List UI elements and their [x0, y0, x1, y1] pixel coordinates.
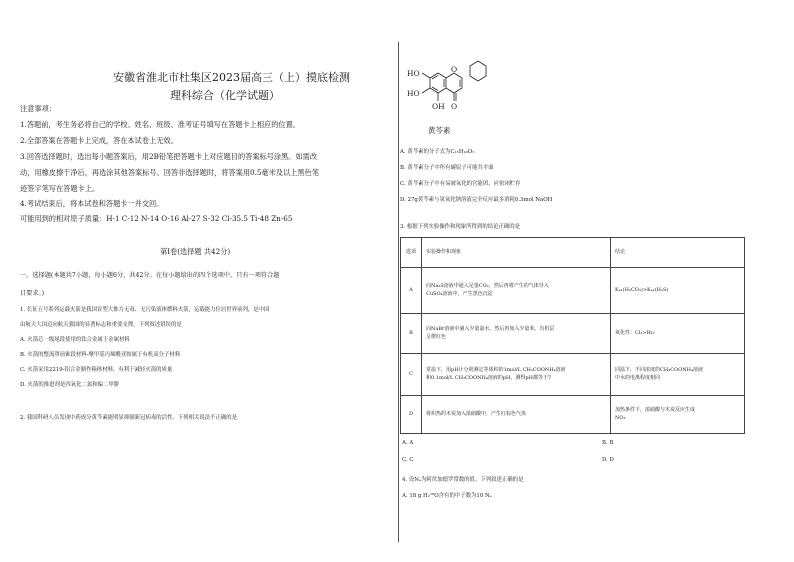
q2-option-d: D. 27g黄芩素与氢氧化钠溶液完全反应最多消耗0.3mol NaOH: [400, 197, 553, 203]
row-option: A: [401, 268, 422, 314]
notice-line: 2.全部答案在答题卡上完成，答在本试卷上无效。: [20, 136, 178, 145]
paper-subtitle: 理科综合（化学试题）: [170, 89, 280, 102]
notice-line: 3.回答选择题时，选出每小题答案后，用2B铅笔把答题卡上对应题目的答案标号涂黑。如需改: [20, 152, 318, 161]
section1-title: 第Ⅰ卷(选择题 共42分): [160, 247, 231, 256]
q1-option-a: A. 火箭芯一级尾段使用的钛合金属于金属材料: [20, 337, 130, 343]
table-row: [401, 268, 745, 314]
operation-line: 向NaBr溶液中滴入少量氯水，然后再加入少量苯，有机层: [426, 326, 555, 333]
header-conclusion: 结论: [611, 238, 745, 268]
section1-intro: 一、选择题(本题共7小题，每小题6分，共42分。在每小题给出的四个选项中，只有一项符合题: [20, 272, 280, 279]
operation-line: CuSO₄溶液中，产生黑色沉淀: [426, 290, 493, 297]
notice-line: 4.考试结束后，将本试卷和答题卡一并交回。: [20, 199, 164, 208]
conclusion-line: 中水的电离程度相同: [615, 374, 661, 381]
q3-answer-c: C. C: [402, 457, 414, 463]
q1-option-c: C. 火箭采用2219-铝合金制作箱体材料，有利于减轻火箭的质量: [20, 367, 173, 373]
conclusion-line: 加热条件下，浓硝酸与木炭反应生成: [615, 407, 696, 414]
carbonyl-o-label: O: [451, 102, 458, 111]
notice-heading: 注意事项：: [20, 104, 56, 113]
baicalein-name: 黄芩素: [428, 126, 451, 135]
q4-option-a: A. 18 g H₂¹⁸O含有的中子数为10 Nₐ: [402, 493, 492, 499]
row-option: B: [401, 314, 422, 354]
q2-stem: 2. 我国科研人员发现中药成分黄芩素能明显抑制新冠病毒的活性。下列相关说法不正确的是: [20, 415, 238, 421]
row-conclusion: [611, 354, 745, 396]
row-operation: [422, 354, 611, 396]
row-conclusion: [611, 268, 745, 314]
notice-line: 迹签字笔写在答题卡上。: [20, 184, 100, 193]
table-row: [401, 314, 745, 354]
conclusion-line: Kₐ₁(H₂CO₃)>Kₐ₁(H₂S): [615, 286, 669, 293]
q2-option-c: C. 黄芩素分子中有易被氧化的官能团，应密闭贮存: [400, 181, 521, 187]
section1-intro: 目要求。): [20, 290, 45, 297]
table-row: [401, 396, 745, 434]
table-row: [401, 354, 745, 396]
experiment-table: [400, 237, 745, 434]
operation-line: 向Na₂S溶液中通入足量CO₂，然后再将产生的气体导入: [426, 283, 549, 290]
operation-line: 常温下，用pH计分别测定等体积的1mol/L CH₃COONH₄溶液: [426, 367, 566, 374]
row-operation: [422, 396, 611, 434]
q3-answer-d: D. D: [602, 457, 614, 463]
table-header-row: [401, 238, 745, 268]
q1-option-d: D. 火箭的推进剂是四氧化二氮和偏二甲肼: [20, 382, 120, 388]
conclusion-line: 氧化性：Cl₂>Br₂: [615, 329, 655, 336]
q2-option-b: B. 黄芩素分子中所有碳原子可能共平面: [400, 165, 494, 171]
ho-top-label: HO: [407, 69, 420, 78]
operation-line: 和0.1mol/L CH₃COONH₄溶液的pH，测得pH都等于7: [426, 374, 552, 381]
row-option: D: [401, 396, 422, 434]
baicalein-structure: [398, 58, 518, 136]
q3-stem: 3. 根据下列实验操作和现象所得到的结论正确的是: [400, 224, 521, 230]
row-operation: [422, 314, 611, 354]
q1-stem: 1. 长征五号系列运载火箭是我国首型大推力无毒、无污染液体燃料火箭，运载能力位居世界前列，是中国: [20, 307, 270, 313]
operation-line: 呈橙红色: [426, 333, 447, 340]
oh-bottom-label: OH: [432, 102, 445, 111]
q1-stem: 由航天大国迈向航天强国的显著标志和重要支撑。下列叙述错误的是: [20, 322, 182, 328]
row-conclusion: [611, 396, 745, 434]
row-operation: [422, 268, 611, 314]
atomic-mass-line: 可能用到的相对原子质量：H-1 C-12 N-14 O-16 Al-27 S-32 Cl-35.5 Ti-48 Zn-65: [20, 214, 293, 223]
q4-stem: 4. 设Nₐ为阿伏加德罗常数的值。下列叙述正确的是: [402, 477, 524, 483]
row-option: C: [401, 354, 422, 396]
paper-title: 安徽省淮北市杜集区2023届高三（上）摸底检测: [113, 71, 350, 84]
ring-o-label: O: [451, 65, 458, 74]
header-option: 选项: [401, 238, 422, 268]
header-operation: 实验操作和现象: [422, 238, 611, 268]
q2-option-a: A. 黄芩素的分子式为C₁₅H₁₀O₅: [400, 149, 475, 155]
notice-line: 动，用橡皮擦干净后，再选涂其他答案标号。回答非选择题时，将答案用0.5毫米及以上黑色笔: [20, 168, 319, 177]
operation-line: 将炽热的木炭加入浓硝酸中，产生红棕色气体: [426, 410, 527, 417]
ho-mid-label: HO: [407, 89, 420, 98]
q3-answer-b: B. B: [602, 440, 614, 446]
conclusion-line: 同温下，不同浓度的CH₃COONH₄溶液: [615, 367, 703, 374]
conclusion-line: NO₂: [615, 414, 626, 421]
row-conclusion: [611, 314, 745, 354]
q1-option-b: B. 火箭的整流罩前锥段材料-聚甲基丙烯酰亚胺属于有机高分子材料: [20, 352, 181, 358]
notice-line: 1.答题前，考生务必将自己的学校、姓名、班级、准考证号填写在答题卡上相应的位置。: [20, 120, 300, 129]
q3-answer-a: A. A: [402, 440, 414, 446]
